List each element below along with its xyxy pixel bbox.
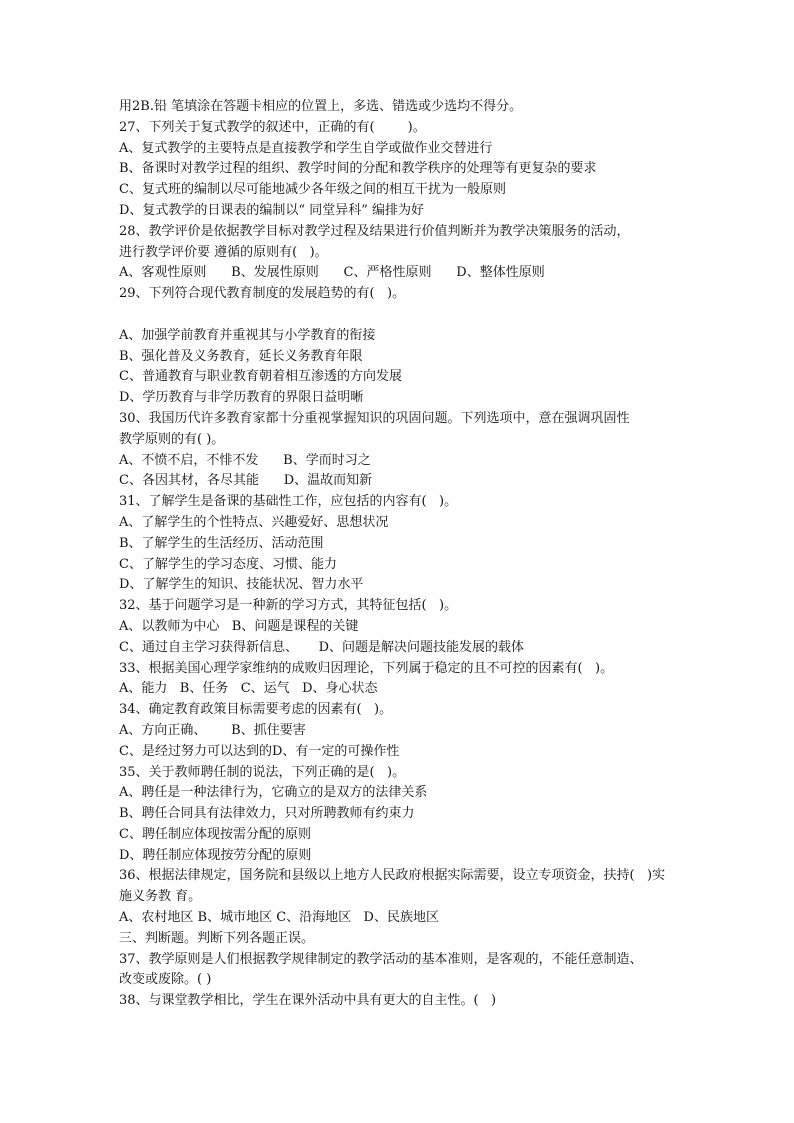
text-line: D、了解学生的知识、技能状况、智力水平 [119,577,364,593]
text-line: 37、教学原则是人们根据教学规律制定的教学活动的基本准则，是客观的，不能任意制造、 [119,951,643,967]
text-line: 29、下列符合现代教育制度的发展趋势的有( )。 [119,286,406,302]
text-line: A、农村地区 B、城市地区 C、沿海地区 D、民族地区 [119,910,439,926]
text-line: D、复式教学的日课表的编制以“ 同堂异科” 编排为好 [119,202,424,218]
text-line: D、学历教育与非学历教育的界限日益明晰 [119,390,364,406]
text-line: C、了解学生的学习态度、习惯、能力 [119,556,337,572]
text-line: 35、关于教师聘任制的说法，下列正确的是( )。 [119,764,406,780]
text-line: C、聘任制应体现按需分配的原则 [119,826,311,842]
text-line: A、聘任是一种法律行为，它确立的是双方的法律关系 [119,785,428,801]
text-line: B、聘任合同具有法律效力，只对所聘教师有约束力 [119,806,415,822]
text-line: A、以教师为中心 B、问题是课程的关键 [119,618,359,634]
text-line: 进行教学评价要 遵循的原则有( )。 [119,244,328,260]
text-line: 27、下列关于复式教学的叙述中，正确的有( )。 [119,119,426,135]
text-line: 28、教学评价是依据教学目标对教学过程及结果进行价值判断并为教学决策服务的活动， [119,223,630,239]
text-line: C、普通教育与职业教育朝着相互渗透的方向发展 [119,369,402,385]
text-line: 31、了解学生是备课的基础性工作，应包括的内容有( )。 [119,494,458,510]
text-line: A、复式教学的主要特点是直接教学和学生自学或做作业交替进行 [119,140,493,156]
text-line: 用2B.铅 笔填涂在答题卡相应的位置上，多选、错选或少选均不得分。 [119,99,523,114]
text-line: A、加强学前教育并重视其与小学教育的衔接 [119,327,376,343]
text-line: B、备课时对教学过程的组织、教学时间的分配和教学秩序的处理等有更复杂的要求 [119,161,597,177]
text-line: A、了解学生的个性特点、兴趣爱好、思想状况 [119,514,389,530]
text-line: A、方向正确、 B、抓住要害 [119,722,306,738]
text-line: C、复式班的编制以尽可能地减少各年级之间的相互干扰为一般原则 [119,182,506,198]
text-line: 改变或废除。( ) [119,972,212,988]
text-line: B、了解学生的生活经历、活动范围 [119,535,324,551]
text-line: A、不愤不启，不悱不发 B、学而时习之 [119,452,371,468]
text-line: 33、根据美国心理学家维纳的成败归因理论，下列属于稳定的且不可控的因素有( )。 [119,660,614,676]
text-line: 36、根据法律规定，国务院和县级以上地方人民政府根据实际需要，设立专项资金，扶持( )实 [119,868,666,884]
text-line: B、强化普及义务教育，延长义务教育年限 [119,348,363,364]
text-line: 32、基于问题学习是一种新的学习方式，其特征包括( )。 [119,598,458,614]
text-line: C、各因其材，各尽其能 D、温故而知新 [119,473,373,489]
text-line: 教学原则的有( )。 [119,431,225,447]
text-line: D、聘任制应体现按劳分配的原则 [119,847,312,863]
text-line: A、能力 B、任务 C、运气 D、身心状态 [119,681,378,697]
text-line: C、通过自主学习获得新信息、 D、问题是解决问题技能发展的载体 [119,639,525,655]
document-body [119,97,719,1012]
text-line: 34、确定教育政策目标需要考虑的因素有( )。 [119,702,393,718]
blank-line [119,305,719,326]
text-line: C、是经过努力可以达到的D、有一定的可操作性 [119,743,400,759]
text-line: 三、判断题。判断下列各题正误。 [119,930,315,946]
text-line: 38、与课堂教学相比，学生在课外活动中具有更大的自主性。( ) [119,993,497,1009]
text-line: 施义务教 育。 [119,889,202,905]
text-line: 30、我国历代许多教育家都十分重视掌握知识的巩固问题。下列选项中，意在强调巩固性 [119,410,630,426]
text-line: A、客观性原则 B、发展性原则 C、严格性原则 D、整体性原则 [119,265,545,281]
